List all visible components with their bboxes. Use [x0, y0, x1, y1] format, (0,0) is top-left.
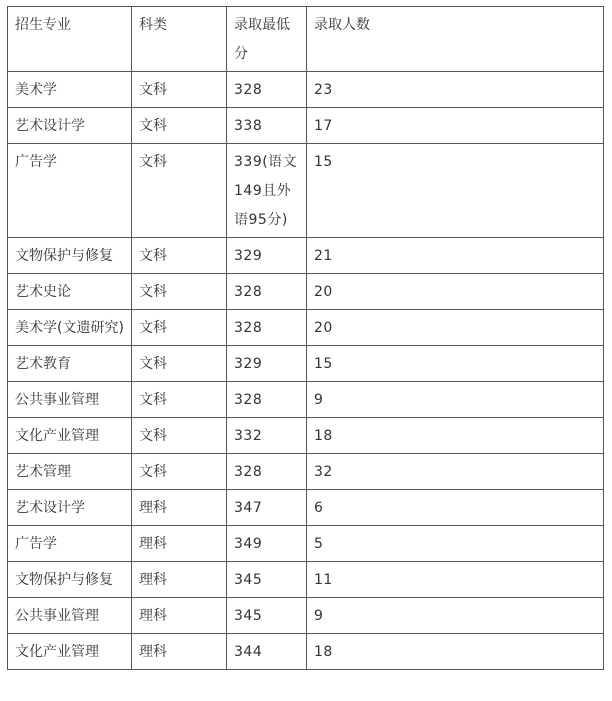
cell-category: 理科 — [132, 562, 227, 598]
cell-min-score: 344 — [227, 634, 307, 670]
table-row — [8, 490, 604, 526]
table-row — [8, 346, 604, 382]
header-count: 录取人数 — [307, 7, 604, 72]
cell-major: 文物保护与修复 — [8, 562, 132, 598]
cell-count: 9 — [307, 598, 604, 634]
cell-major: 公共事业管理 — [8, 598, 132, 634]
cell-category: 理科 — [132, 526, 227, 562]
header-major: 招生专业 — [8, 7, 132, 72]
cell-count: 5 — [307, 526, 604, 562]
cell-min-score: 339(语文149且外语95分) — [227, 144, 307, 238]
table-row — [8, 526, 604, 562]
cell-min-score: 328 — [227, 310, 307, 346]
header-category: 科类 — [132, 7, 227, 72]
cell-major: 文物保护与修复 — [8, 238, 132, 274]
cell-major: 艺术教育 — [8, 346, 132, 382]
cell-count: 9 — [307, 382, 604, 418]
cell-min-score: 349 — [227, 526, 307, 562]
cell-major: 公共事业管理 — [8, 382, 132, 418]
cell-min-score: 347 — [227, 490, 307, 526]
cell-category: 文科 — [132, 382, 227, 418]
table-row — [8, 108, 604, 144]
cell-min-score: 345 — [227, 598, 307, 634]
admission-table — [7, 6, 604, 670]
cell-count: 15 — [307, 346, 604, 382]
cell-min-score: 328 — [227, 382, 307, 418]
cell-major: 广告学 — [8, 526, 132, 562]
cell-count: 18 — [307, 418, 604, 454]
cell-category: 文科 — [132, 346, 227, 382]
cell-count: 17 — [307, 108, 604, 144]
table-row — [8, 562, 604, 598]
cell-count: 32 — [307, 454, 604, 490]
table-row — [8, 274, 604, 310]
table-row — [8, 454, 604, 490]
cell-category: 理科 — [132, 490, 227, 526]
cell-major: 文化产业管理 — [8, 634, 132, 670]
table-row — [8, 72, 604, 108]
cell-category: 文科 — [132, 108, 227, 144]
table-row — [8, 382, 604, 418]
cell-major: 文化产业管理 — [8, 418, 132, 454]
cell-min-score: 329 — [227, 238, 307, 274]
cell-min-score: 338 — [227, 108, 307, 144]
cell-min-score: 329 — [227, 346, 307, 382]
cell-count: 15 — [307, 144, 604, 238]
cell-major: 艺术史论 — [8, 274, 132, 310]
cell-min-score: 345 — [227, 562, 307, 598]
cell-count: 20 — [307, 310, 604, 346]
table-row — [8, 598, 604, 634]
cell-category: 理科 — [132, 598, 227, 634]
table-row — [8, 238, 604, 274]
cell-major: 美术学 — [8, 72, 132, 108]
cell-count: 18 — [307, 634, 604, 670]
cell-major: 艺术设计学 — [8, 108, 132, 144]
cell-category: 文科 — [132, 238, 227, 274]
cell-major: 艺术管理 — [8, 454, 132, 490]
cell-major: 艺术设计学 — [8, 490, 132, 526]
table-row — [8, 634, 604, 670]
header-row — [8, 7, 604, 72]
cell-category: 文科 — [132, 72, 227, 108]
cell-min-score: 332 — [227, 418, 307, 454]
cell-count: 20 — [307, 274, 604, 310]
header-min-score: 录取最低分 — [227, 7, 307, 72]
cell-min-score: 328 — [227, 274, 307, 310]
cell-category: 文科 — [132, 310, 227, 346]
cell-category: 文科 — [132, 274, 227, 310]
table-row — [8, 310, 604, 346]
cell-count: 21 — [307, 238, 604, 274]
cell-min-score: 328 — [227, 454, 307, 490]
table-row — [8, 144, 604, 238]
cell-min-score: 328 — [227, 72, 307, 108]
cell-category: 文科 — [132, 144, 227, 238]
cell-category: 文科 — [132, 454, 227, 490]
table-row — [8, 418, 604, 454]
cell-count: 6 — [307, 490, 604, 526]
cell-category: 文科 — [132, 418, 227, 454]
cell-major: 广告学 — [8, 144, 132, 238]
cell-count: 11 — [307, 562, 604, 598]
cell-major: 美术学(文遗研究) — [8, 310, 132, 346]
cell-category: 理科 — [132, 634, 227, 670]
cell-count: 23 — [307, 72, 604, 108]
